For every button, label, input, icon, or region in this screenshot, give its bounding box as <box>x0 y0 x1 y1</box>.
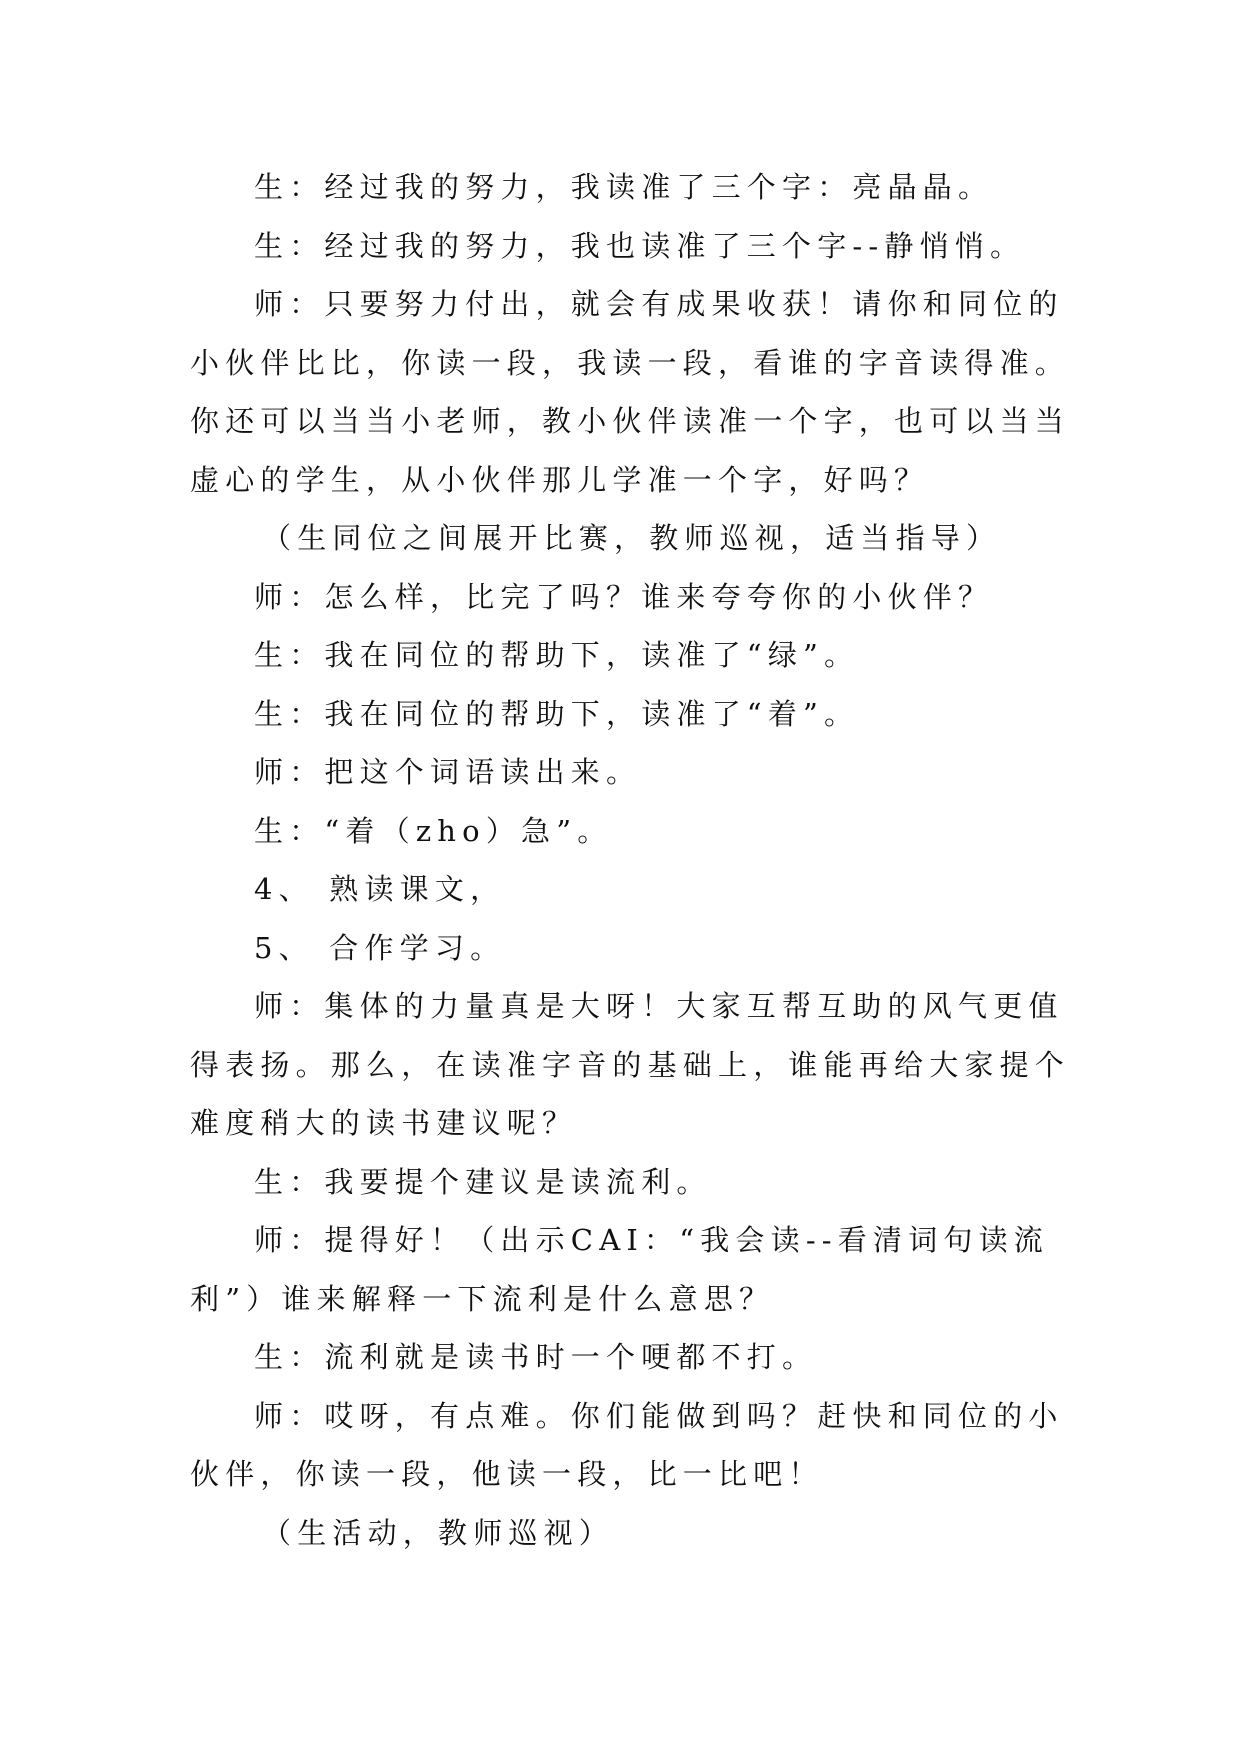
paragraph-17: （生活动，教师巡视） <box>262 1515 615 1550</box>
paragraph-8: 师：把这个词语读出来。 <box>254 755 642 789</box>
paragraph-14: 师：提得好！（出示CAI：“我会读--看清词句读流利”）谁来解释一下流利是什么意思？ <box>190 1223 1050 1316</box>
paragraph-12: 师：集体的力量真是大呀！大家互帮互助的风气更值得表扬。那么，在读准字音的基础上，谁能再给大家提个难度稍大的读书建议呢？ <box>190 989 1071 1140</box>
paragraph-3: 师：只要努力付出，就会有成果收获！请你和同位的小伙伴比比，你读一段，我读一段，看谁的字音读得准。你还可以当当小老师，教小伙伴读准一个字，也可以当当虚心的学生，从小伙伴那儿学准一个字，好吗？ <box>190 287 1071 497</box>
paragraph-6: 生：我在同位的帮助下，读准了“绿”。 <box>254 638 860 672</box>
paragraph-16: 师：哎呀，有点难。你们能做到吗？赶快和同位的小伙伴，你读一段，他读一段，比一比吧！ <box>190 1398 1064 1491</box>
paragraph-11: 5、 合作学习。 <box>254 930 506 965</box>
paragraph-1: 生：经过我的努力，我读准了三个字：亮晶晶。 <box>254 170 994 204</box>
document-body <box>190 158 1070 1562</box>
paragraph-4: （生同位之间展开比赛，教师巡视，适当指导） <box>262 521 1002 555</box>
paragraph-10: 4、 熟读课文， <box>254 872 506 906</box>
paragraph-5: 师：怎么样，比完了吗？谁来夸夸你的小伙伴？ <box>254 579 994 614</box>
paragraph-7: 生：我在同位的帮助下，读准了“着”。 <box>254 696 860 731</box>
paragraph-15: 生：流利就是读书时一个哽都不打。 <box>254 1340 818 1374</box>
paragraph-2: 生：经过我的努力，我也读准了三个字--静悄悄。 <box>254 228 1026 263</box>
paragraph-9: 生：“着（zho）急”。 <box>254 813 613 848</box>
paragraph-13: 生：我要提个建议是读流利。 <box>254 1164 712 1199</box>
